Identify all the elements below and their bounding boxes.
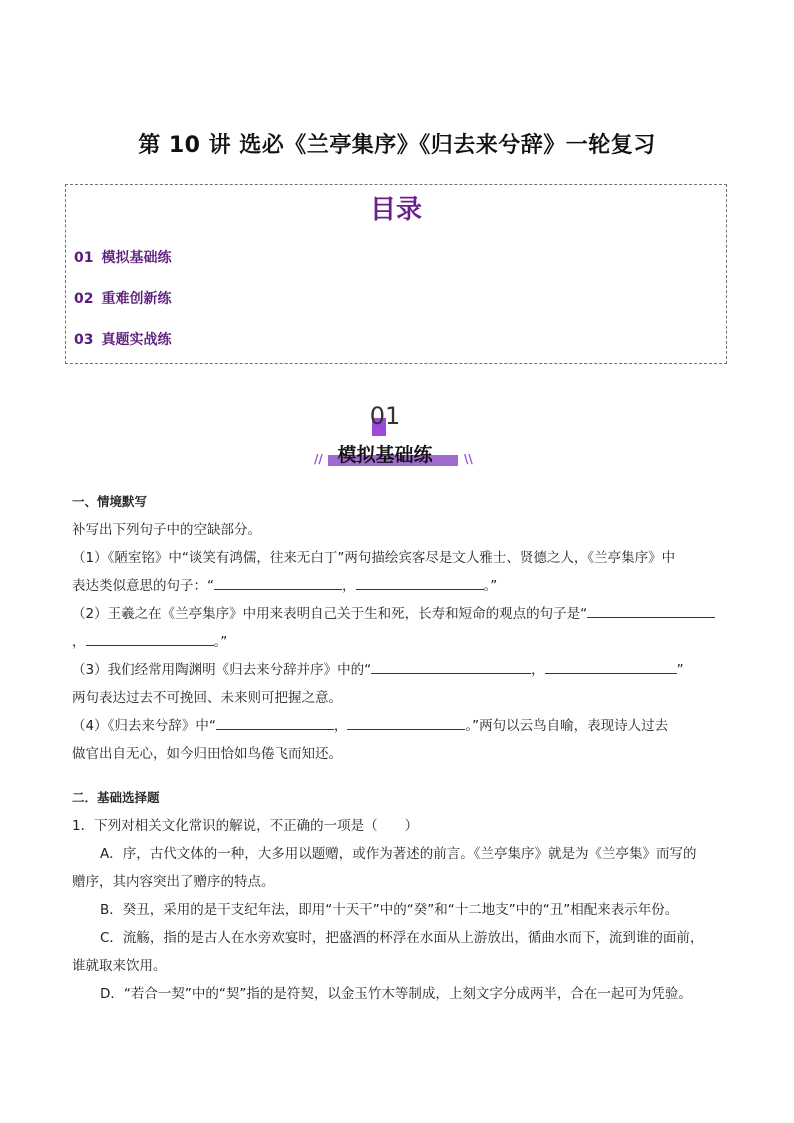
option-a-continued: 赠序，其内容突出了赠序的特点。 <box>72 874 275 890</box>
q3-blank-2[interactable] <box>545 657 677 674</box>
q2-blank-1[interactable] <box>587 601 715 618</box>
toc-item-label: 模拟基础练 <box>101 250 172 266</box>
left-slash-decoration: // <box>314 452 323 466</box>
q1-blank-2[interactable] <box>356 573 484 590</box>
option-d[interactable]: D．“若合一契”中的“契”指的是符契，以金玉竹木等制成，上刻文字分成两半，合在一起可为凭验。 <box>100 986 692 1002</box>
part2-heading: 二．基础选择题 <box>72 790 160 805</box>
section-title: 模拟基础练 <box>337 444 433 466</box>
toc-item-2[interactable] <box>74 288 171 308</box>
part-multiple-choice <box>72 784 724 1008</box>
toc-item-number: 01 <box>74 250 94 266</box>
toc-item-1[interactable] <box>74 247 171 267</box>
q2-line2: ， 。” <box>72 628 724 656</box>
part-fill-in <box>72 488 724 768</box>
toc-item-label: 真题实战练 <box>101 332 172 348</box>
toc-item-3[interactable] <box>74 329 171 349</box>
option-c-continued: 谁就取来饮用。 <box>72 958 167 974</box>
option-b[interactable]: B．癸丑，采用的是干支纪年法，即用“十天干”中的“癸”和“十二地支”中的“丑”相配来表示年份。 <box>100 902 679 918</box>
q4-blank-1[interactable] <box>216 713 334 730</box>
toc-heading: 目录 <box>369 195 422 225</box>
toc-item-label: 重难创新练 <box>101 291 172 307</box>
part1-heading: 一、情境默写 <box>72 494 148 509</box>
q4-line2: 做官出自无心，如今归田恰如鸟倦飞而知还。 <box>72 746 342 762</box>
table-of-contents <box>65 184 727 364</box>
right-slash-decoration: \\ <box>464 452 473 466</box>
section-banner <box>310 402 480 472</box>
toc-item-number: 02 <box>74 291 94 307</box>
section-number: 01 <box>369 402 401 430</box>
q1-blank-1[interactable] <box>214 573 342 590</box>
q4-line1: （4）《归去来兮辞》中“ ， 。”两句以云鸟自喻，表现诗人过去 <box>72 712 724 740</box>
q2-line1: （2）王羲之在《兰亭集序》中用来表明自己关于生和死，长寿和短命的观点的句子是“ <box>72 600 724 628</box>
q1-line2: 表达类似意思的句子：“ ， 。” <box>72 572 724 600</box>
q2-blank-2[interactable] <box>86 629 214 646</box>
toc-item-number: 03 <box>74 332 94 348</box>
option-c[interactable]: C．流觞，指的是古人在水旁欢宴时，把盛酒的杯浮在水面从上游放出，循曲水而下，流到谁的面前， <box>100 930 704 946</box>
part1-instruction: 补写出下列句子中的空缺部分。 <box>72 522 261 538</box>
option-a[interactable]: A．序，古代文体的一种，大多用以题赠，或作为著述的前言。《兰亭集序》就是为《兰亭集》而写的 <box>100 846 697 862</box>
mc-question: 1．下列对相关文化常识的解说，不正确的一项是（ ） <box>72 818 419 834</box>
q4-blank-2[interactable] <box>347 713 465 730</box>
document-title: 第 10 讲 选必《兰亭集序》《归去来兮辞》一轮复习 <box>138 133 656 158</box>
q3-line2: 两句表达过去不可挽回、未来则可把握之意。 <box>72 690 342 706</box>
q3-line1: （3）我们经常用陶渊明《归去来兮辞并序》中的“ ， ” <box>72 656 724 684</box>
q1-line1: （1）《陋室铭》中“谈笑有鸿儒，往来无白丁”两句描绘宾客尽是文人雅士、贤德之人，《兰亭集序》中 <box>72 550 676 566</box>
q3-blank-1[interactable] <box>371 657 531 674</box>
